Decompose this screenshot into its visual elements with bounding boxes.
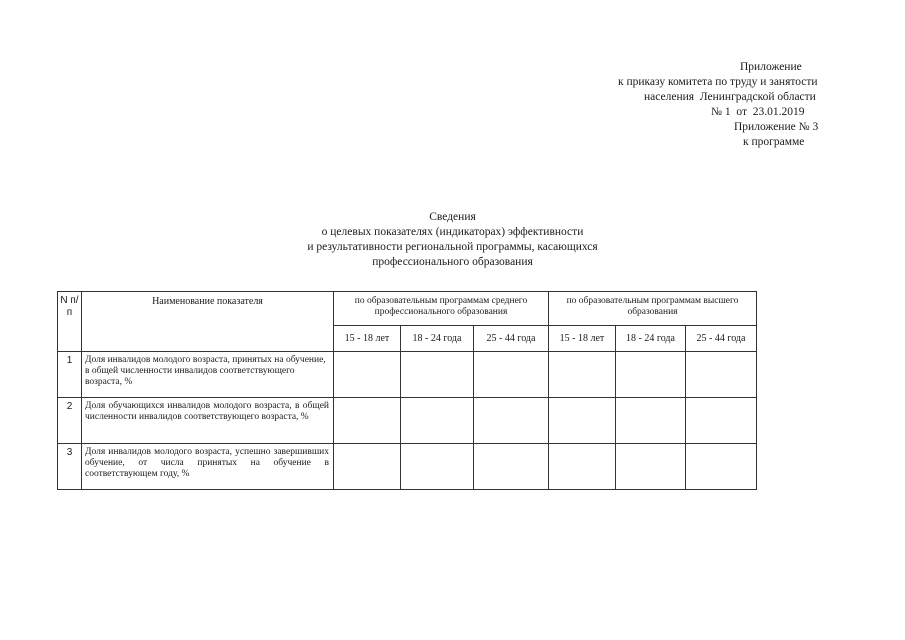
data-cell xyxy=(549,444,616,490)
data-cell xyxy=(616,398,686,444)
appendix-line: № 1 от 23.01.2019 xyxy=(711,106,805,118)
header-indicator-name: Наименование показателя xyxy=(82,292,334,352)
appendix-line: населения Ленинградской области xyxy=(644,91,816,103)
title-line: профессионального образования xyxy=(372,256,533,268)
data-cell xyxy=(616,444,686,490)
data-cell xyxy=(334,398,401,444)
table-row xyxy=(58,444,757,490)
row-indicator-name: Доля инвалидов молодого возраста, принятых на обучение, в общей численности инвалидов соответствующего возраста, % xyxy=(82,352,334,398)
header-age: 25 - 44 года xyxy=(686,326,757,352)
data-cell xyxy=(474,352,549,398)
data-cell xyxy=(401,352,474,398)
appendix-block xyxy=(560,60,905,150)
row-number: 1 xyxy=(58,352,82,398)
row-number: 2 xyxy=(58,398,82,444)
appendix-line: к программе xyxy=(743,136,805,148)
data-cell xyxy=(334,444,401,490)
data-cell xyxy=(401,444,474,490)
data-cell xyxy=(474,398,549,444)
data-cell xyxy=(549,398,616,444)
data-cell xyxy=(334,352,401,398)
table-row xyxy=(58,352,757,398)
header-number: N п/п xyxy=(58,292,82,352)
header-higher-education: по образовательным программам высшего образования xyxy=(549,292,757,326)
title-line: о целевых показателях (индикаторах) эффективности xyxy=(321,226,584,238)
appendix-line: к приказу комитета по труду и занятости xyxy=(618,76,818,88)
indicators-table xyxy=(57,291,757,490)
header-age: 15 - 18 лет xyxy=(549,326,616,352)
data-cell xyxy=(616,352,686,398)
row-indicator-name: Доля инвалидов молодого возраста, успешно завершивших обучение, от числа принятых на обучение в соответствующем году, % xyxy=(82,444,334,490)
data-cell xyxy=(401,398,474,444)
data-cell xyxy=(474,444,549,490)
appendix-line: Приложение № 3 xyxy=(734,121,819,133)
header-age: 15 - 18 лет xyxy=(334,326,401,352)
header-age: 18 - 24 года xyxy=(616,326,686,352)
header-secondary-education: по образовательным программам среднего профессионального образования xyxy=(334,292,549,326)
data-cell xyxy=(686,398,757,444)
row-indicator-name: Доля обучающихся инвалидов молодого возраста, в общей численности инвалидов соответствующего возраста, % xyxy=(82,398,334,444)
row-number: 3 xyxy=(58,444,82,490)
table-row xyxy=(58,398,757,444)
title-line: и результативности региональной программы, касающихся xyxy=(307,241,598,253)
data-cell xyxy=(686,444,757,490)
document-title xyxy=(0,210,905,270)
data-cell xyxy=(686,352,757,398)
header-age: 25 - 44 года xyxy=(474,326,549,352)
appendix-line: Приложение xyxy=(740,61,802,73)
data-cell xyxy=(549,352,616,398)
title-line: Сведения xyxy=(429,211,476,223)
header-age: 18 - 24 года xyxy=(401,326,474,352)
